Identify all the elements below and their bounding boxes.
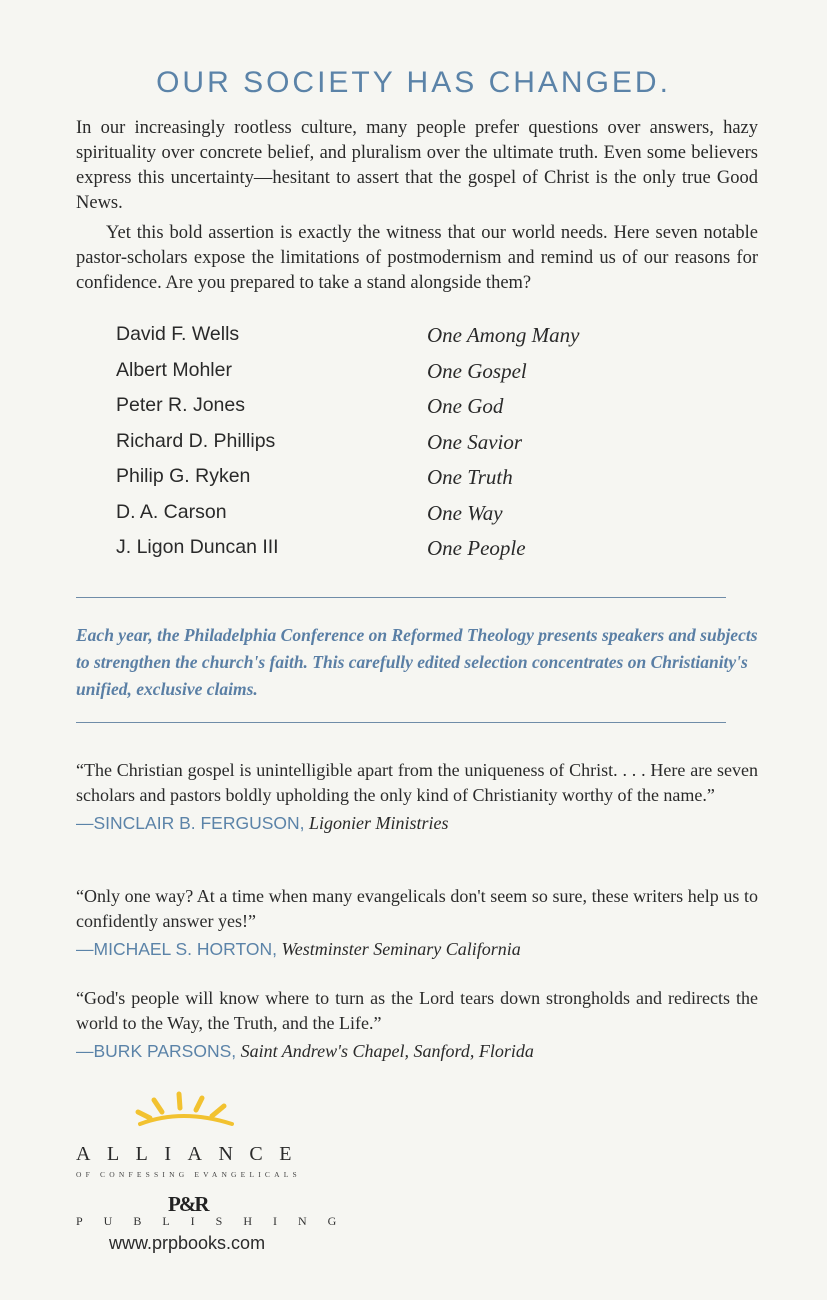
- divider-bottom: [76, 722, 726, 723]
- intro-text: [76, 116, 758, 296]
- endorsement-text: “God's people will know where to turn as the Lord tears down strongholds and redirects the world to the Way, the Truth, and the Life.”: [76, 988, 758, 1033]
- pr-publishing-logo: P&R: [168, 1192, 208, 1216]
- endorser-org: Saint Andrew's Chapel, Sanford, Florida: [240, 1041, 534, 1061]
- author-row: [116, 536, 676, 572]
- endorsement-ferguson: [76, 758, 758, 836]
- author-name: Albert Mohler: [116, 358, 232, 381]
- author-row: [116, 359, 676, 395]
- author-chapter: One Savior: [427, 429, 523, 454]
- author-chapter: One Among Many: [427, 323, 580, 347]
- intro-paragraph-2: Yet this bold assertion is exactly the witness that our world needs. Here seven notable pastor-scholars expose the limitations of postmodernism and remind us of our reasons for confidence. Are you prepared to take a stand alongside them?: [76, 223, 758, 293]
- endorsement-horton: [76, 884, 758, 962]
- intro-paragraph-1: In our increasingly rootless culture, many people prefer questions over answers, hazy spirituality over concrete belief, and pluralism over the ultimate truth. Even some believers express this uncertainty—hesitant to assert that the gospel of Christ is the only true Good News.: [76, 118, 758, 213]
- publisher-url[interactable]: www.prpbooks.com: [109, 1233, 266, 1253]
- author-chapter: One People: [427, 536, 526, 560]
- author-list: [116, 323, 676, 572]
- author-name: D. A. Carson: [116, 500, 227, 523]
- author-row: [116, 465, 676, 501]
- endorser-name: —SINCLAIR B. FERGUSON,: [76, 813, 305, 833]
- divider-top: [76, 597, 726, 598]
- author-name: Philip G. Ryken: [116, 465, 251, 487]
- alliance-logo-text: ALLIANCE: [76, 1143, 308, 1165]
- author-chapter: One God: [427, 394, 504, 418]
- endorsement-text: “The Christian gospel is unintelligible apart from the uniqueness of Christ. . . . Here are seven scholars and pastors boldly upholding the only kind of Christianity worthy of the name.”: [76, 760, 758, 805]
- author-chapter: One Way: [427, 500, 503, 525]
- author-chapter: One Truth: [427, 465, 513, 489]
- author-row: [116, 394, 676, 430]
- alliance-logo-subtitle: OF CONFESSING EVANGELICALS: [76, 1170, 301, 1179]
- endorsement-attribution: [76, 810, 758, 836]
- publishing-label: PUBLISHING: [76, 1214, 358, 1228]
- author-row: [116, 323, 676, 359]
- sunrise-icon: [132, 1090, 242, 1140]
- author-row: [116, 501, 676, 537]
- endorser-name: —BURK PARSONS,: [76, 1041, 237, 1061]
- endorser-name: —MICHAEL S. HORTON,: [76, 939, 277, 959]
- page-title: OUR SOCIETY HAS CHANGED.: [156, 66, 671, 99]
- author-row: [116, 430, 676, 466]
- endorsement-attribution: [76, 1038, 758, 1064]
- author-name: Peter R. Jones: [116, 394, 245, 416]
- endorsement-parsons: [76, 986, 758, 1064]
- author-name: J. Ligon Duncan III: [116, 536, 279, 558]
- endorser-org: Westminster Seminary California: [281, 939, 521, 959]
- endorser-org: Ligonier Ministries: [309, 813, 449, 833]
- author-name: Richard D. Phillips: [116, 429, 276, 452]
- endorsement-text: “Only one way? At a time when many evangelicals don't seem so sure, these writers help us to confidently answer yes!”: [76, 886, 758, 931]
- conference-blurb: Each year, the Philadelphia Conference on Reformed Theology presents speakers and subjects to strengthen the church's faith. This carefully edited selection concentrates on Christianity's unified, exclusive claims.: [76, 625, 758, 699]
- author-name: David F. Wells: [116, 323, 240, 345]
- author-chapter: One Gospel: [427, 358, 527, 383]
- endorsement-attribution: [76, 936, 758, 962]
